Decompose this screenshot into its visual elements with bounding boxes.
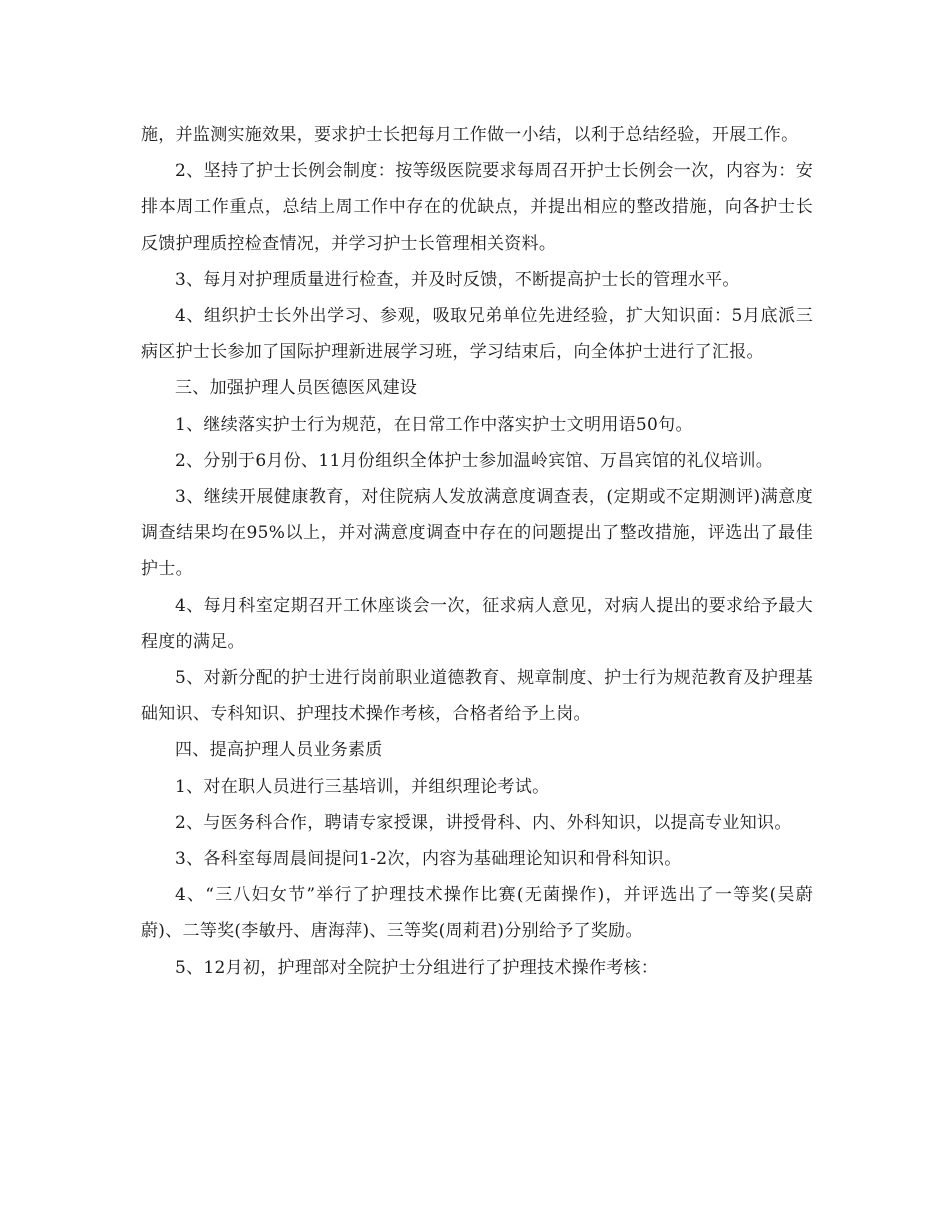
paragraph-item-4-patient-meeting: 4、每月科室定期召开工休座谈会一次，征求病人意见，对病人提出的要求给予最大程度的满足。: [141, 595, 813, 652]
paragraph-item-3-morning-questions: 3、各科室每周晨间提问1-2次，内容为基础理论知识和骨科知识。: [175, 849, 682, 870]
paragraph-item-1-behavior-norms: 1、继续落实护士行为规范，在日常工作中落实护士文明用语50句。: [175, 414, 693, 435]
section-heading-4: 四、提高护理人员业务素质: [175, 740, 383, 761]
paragraph-item-2-expert-lectures: 2、与医务科合作，聘请专家授课，讲授骨科、内、外科知识，以提高专业知识。: [175, 812, 792, 833]
paragraph-item-2-etiquette-training: 2、分别于6月份、11月份组织全体护士参加温岭宾馆、万昌宾馆的礼仪培训。: [175, 450, 774, 471]
paragraph-item-4-skills-competition: 4、“三八妇女节”举行了护理技术操作比赛(无菌操作)，并评选出了一等奖(吴蔚蔚)、二等奖(李敏丹、唐海萍)、三等奖(周莉君)分别给予了奖励。: [141, 885, 813, 942]
paragraph-item-4-study-visit: 4、组织护士长外出学习、参观，吸取兄弟单位先进经验，扩大知识面：5月底派三病区护士长参加了国际护理新进展学习班，学习结束后，向全体护士进行了汇报。: [141, 306, 813, 363]
paragraph-item-3-health-education: 3、继续开展健康教育，对住院病人发放满意度调查表，(定期或不定期测评)满意度调查结果均在95%以上，并对满意度调查中存在的问题提出了整改措施，评选出了最佳护士。: [141, 487, 813, 580]
paragraph-item-5-skills-assessment: 5、12月初，护理部对全院护士分组进行了护理技术操作考核：: [175, 957, 659, 978]
paragraph-item-2-head-nurse-meeting: 2、坚持了护士长例会制度：按等级医院要求每周召开护士长例会一次，内容为：安排本周工作重点，总结上周工作中存在的优缺点，并提出相应的整改措施，向各护士长反馈护理质控检查情况，并学习护士长管理相关资料。: [141, 161, 813, 254]
document-body: [141, 117, 813, 986]
section-heading-3: 三、加强护理人员医德医风建设: [175, 378, 418, 399]
paragraph-item-5-new-nurse-training: 5、对新分配的护士进行岗前职业道德教育、规章制度、护士行为规范教育及护理基础知识、专科知识、护理技术操作考核，合格者给予上岗。: [141, 668, 813, 725]
paragraph-continuation: 施，并监测实施效果，要求护士长把每月工作做一小结，以利于总结经验，开展工作。: [141, 125, 799, 145]
paragraph-item-1-basic-training: 1、对在职人员进行三基培训，并组织理论考试。: [175, 776, 550, 797]
paragraph-item-3-quality-check: 3、每月对护理质量进行检查，并及时反馈，不断提高护士长的管理水平。: [175, 269, 740, 290]
